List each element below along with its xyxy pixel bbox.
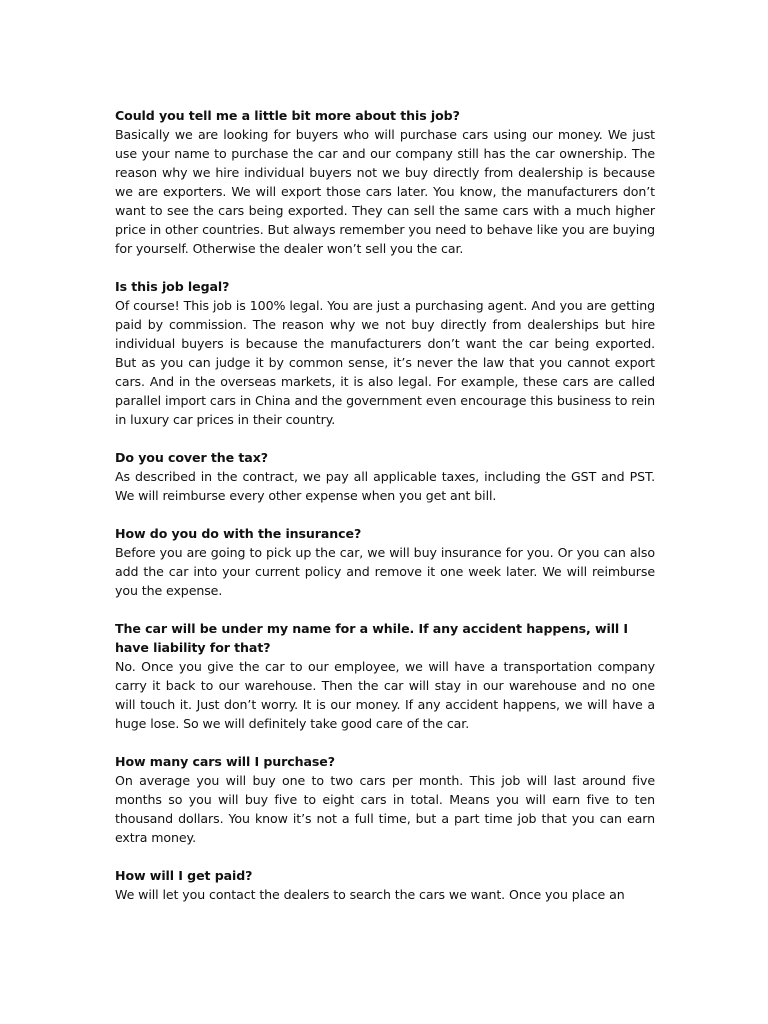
document-page [115,106,655,923]
faq-section-payment [115,866,655,904]
faq-section-job-details [115,106,655,258]
faq-answer: No. Once you give the car to our employee, we will have a transportation company carry it back to our warehouse. Then the car will stay in our warehouse and no one will touch it. Just don’t worry. It is our money. If any accident happens, we will have a huge lose. So we will definitely take good care of the car. [115,659,655,731]
faq-question: Do you cover the tax? [115,450,268,465]
faq-section-legality [115,277,655,429]
faq-section-liability [115,619,655,733]
faq-question: How will I get paid? [115,868,253,883]
faq-section-tax [115,448,655,505]
faq-question: How do you do with the insurance? [115,526,362,541]
faq-section-car-count [115,752,655,847]
faq-answer: On average you will buy one to two cars per month. This job will last around five months so you will buy five to eight cars in total. Means you will earn five to ten thousand dollars. You know it’s not a full time, but a part time job that you can earn extra money. [115,773,655,845]
faq-answer: As described in the contract, we pay all applicable taxes, including the GST and PST. We will reimburse every other expense when you get ant bill. [115,469,655,503]
faq-answer: Of course! This job is 100% legal. You are just a purchasing agent. And you are getting paid by commission. The reason why we not buy directly from dealerships but hire individual buyers is because the manufacturers don’t want the car being exported. But as you can judge it by common sense, it’s never the law that you cannot export cars. And in the overseas markets, it is also legal. For example, these cars are called parallel import cars in China and the government even encourage this business to rein in luxury car prices in their country. [115,298,655,427]
faq-answer: Before you are going to pick up the car, we will buy insurance for you. Or you can also add the car into your current policy and remove it one week later. We will reimburse you the expense. [115,545,655,598]
faq-section-insurance [115,524,655,600]
faq-question: Is this job legal? [115,279,230,294]
faq-question: The car will be under my name for a while. If any accident happens, will I have liability for that? [115,621,629,655]
faq-question: How many cars will I purchase? [115,754,335,769]
faq-question: Could you tell me a little bit more about this job? [115,108,460,123]
faq-answer: We will let you contact the dealers to search the cars we want. Once you place an [115,887,625,902]
faq-answer: Basically we are looking for buyers who will purchase cars using our money. We just use your name to purchase the car and our company still has the car ownership. The reason why we hire individual buyers not we buy directly from dealership is because we are exporters. We will export those cars later. You know, the manufacturers don’t want to see the cars being exported. They can sell the same cars with a much higher price in other countries. But always remember you need to behave like you are buying for yourself. Otherwise the dealer won’t sell you the car. [115,127,655,256]
